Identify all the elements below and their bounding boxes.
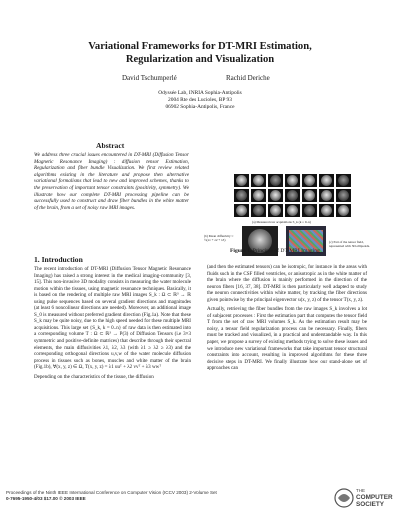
paragraph: The recent introduction of DT-MRI (Diffusion Tensor Magnetic Resonance Imaging) has raised a strong interest in the medical imaging-community [3, 15]. This non-invasive 3D modality consists in measuring the water molecule motion within the tissues, using magnetic resonance techniques. Basically, it is based on the rendering of multiple raw MRI images S_k : Ω ⊂ ℝ³ → ℝ using pulse sequences based on several gradient directions and magnitudes (at least 6 noncolinear directions are needed). Moreover, an additional image S_0 is measured without preferred gradient direction (Fig.1a). Note that these S_k may be quite noisy, due to the high speed needed for these multiple MRI acquisitions. This large set {S_k, k = 0..n} of raw data is then estimated into a corresponding volume T : Ω ⊂ ℝ³ → P(3) of Diffusion Tensors (i.e 3×3 symmetric and positive-definite matrices) that describe through their spectral elements, the main diffusivities λ1, λ2, λ3 (with λ1 ≥ λ2 ≥ λ3) and the corresponding orthogonal directions u,v,w of the water molecule diffusion process in tissues such as bones, muscles and white matter of the brain (Fig.1b), ∀(x, y, z) ∈ Ω, T(x, y, z) = λ1 uuᵀ + λ2 vvᵀ + λ3 wwᵀ xyxy=(34,266,191,371)
logo-text-the: THE xyxy=(356,488,365,493)
title-line-1: Variational Frameworks for DT-MRI Estimation, xyxy=(88,41,312,52)
paper-title xyxy=(0,40,400,66)
author-2: Rachid Deriche xyxy=(226,74,270,82)
footer-line: Proceedings of the Ninth IEEE International Conference on Computer Vision (ICCV 2003) 2-Volume Set xyxy=(6,490,217,495)
abstract-text: We address three crucial issues encountered in DT-MRI (Diffusion Tensor Magnetic Resonance Imaging) : diffusion tensor Estimation, Regularization and fiber bundle Visualization. We first review related algorithms existing in the literature and propose then alternative variational formalisms that lead to new and improved schemes, thanks to the preservation of important tensor constraints (positivity, symmetry). We illustrate how our complete DT-MRI processing pipeline can be successfully used to construct and draw fiber bundles in the white matter of the brain, from a set of noisy raw MRI images. xyxy=(34,152,189,211)
section-heading-introduction: 1. Introduction xyxy=(34,255,83,264)
figure-caption-text: Principle of DT-MRI Imaging xyxy=(252,248,320,254)
raw-image-thumbnail xyxy=(268,189,283,202)
figure-caption xyxy=(230,248,370,254)
raw-image-thumbnail xyxy=(285,189,300,202)
logo-text-society: SOCIETY xyxy=(356,501,385,508)
raw-image-thumbnail xyxy=(251,204,266,217)
raw-image-thumbnail xyxy=(285,174,300,187)
raw-image-thumbnail xyxy=(234,174,249,187)
intro-left-column xyxy=(34,266,191,383)
paragraph: (and then the estimated tensors) can be isotropic, for instance in the areas with fluids such in the CSF filled ventricles, or anisotropic as in the white matter of the brain where the diffusion is mainly performed in the direction of the neuron fibers [16, 37, 38]. DT-MRI is then particularly well adapted to study the neuron connectivities within white matter, by tracking the fiber directions given pointwise by the principal eigenvector u(x, y, z) of the tensor T(x, y, z). xyxy=(207,264,367,303)
figure-label: Figure 1. xyxy=(230,248,252,254)
raw-image-thumbnail xyxy=(285,204,300,217)
raw-image-thumbnail xyxy=(251,174,266,187)
footer-line: 0-7695-1950-4/03 $17.00 © 2003 IEEE xyxy=(6,496,86,501)
raw-image-thumbnail xyxy=(336,189,351,202)
affiliation-line: 06902 Sophia-Antipolis, France xyxy=(165,104,235,111)
caption-c: (c) Part of the tensor field, represented with 3D ellipsoids. xyxy=(329,240,371,248)
raw-image-thumbnail xyxy=(302,189,317,202)
raw-image-thumbnail xyxy=(268,174,283,187)
raw-image-thumbnail xyxy=(319,174,334,187)
affiliation-line: 2004 Rte des Lucioles, BP 93 xyxy=(168,97,232,104)
affiliation xyxy=(0,90,400,112)
raw-image-thumbnail xyxy=(319,189,334,202)
abstract-heading: Abstract xyxy=(96,141,125,150)
title-line-2: Regularization and Visualization xyxy=(125,54,275,65)
page-footer xyxy=(6,490,306,502)
raw-image-thumbnail xyxy=(302,204,317,217)
intro-right-column xyxy=(207,264,367,375)
logo-text-computer: COMPUTER xyxy=(356,494,393,501)
raw-image-thumbnail xyxy=(268,204,283,217)
affiliation-line: Odyssée Lab, INRIA Sophia-Antipolis xyxy=(158,90,242,96)
caption-b: (b) Mean diffusivity ≈ ½(λ1 + λ2 + λ3) xyxy=(204,234,234,242)
paragraph: Actually, retrieving the fiber bundles from the raw images S_k involves a lot of subjacent processes : First the estimation part that computes the tensor field T from the set of raw MRI volumes S_k. As the estimation result may be noisy, a tensor field regularization process can be necessary. Finally, fibers must be tracked and visualized, in a practical and understandable way. In this paper, we propose a survey of existing methods trying to solve these issues and we introduce new variational frameworks that take important tensor structural constraints into account, resulting in improved algorithms for these three decisive steps in DT-MRI. We finally illustrate how our stand-alone set of approaches can xyxy=(207,306,367,372)
raw-image-thumbnail xyxy=(302,174,317,187)
caption-a: (a) Measured raw acquisitions S_k (k = 0..n) xyxy=(252,220,311,224)
raw-image-thumbnail xyxy=(251,189,266,202)
author-1: David Tschumperlé xyxy=(122,74,177,82)
raw-image-thumbnail xyxy=(234,204,249,217)
raw-image-thumbnail xyxy=(319,204,334,217)
raw-image-thumbnail xyxy=(234,189,249,202)
raw-image-thumbnail xyxy=(336,204,351,217)
raw-image-thumbnail xyxy=(336,174,351,187)
paragraph: Depending on the characteristics of the tissue, the diffusion xyxy=(34,373,154,380)
computer-society-logo xyxy=(334,484,393,512)
